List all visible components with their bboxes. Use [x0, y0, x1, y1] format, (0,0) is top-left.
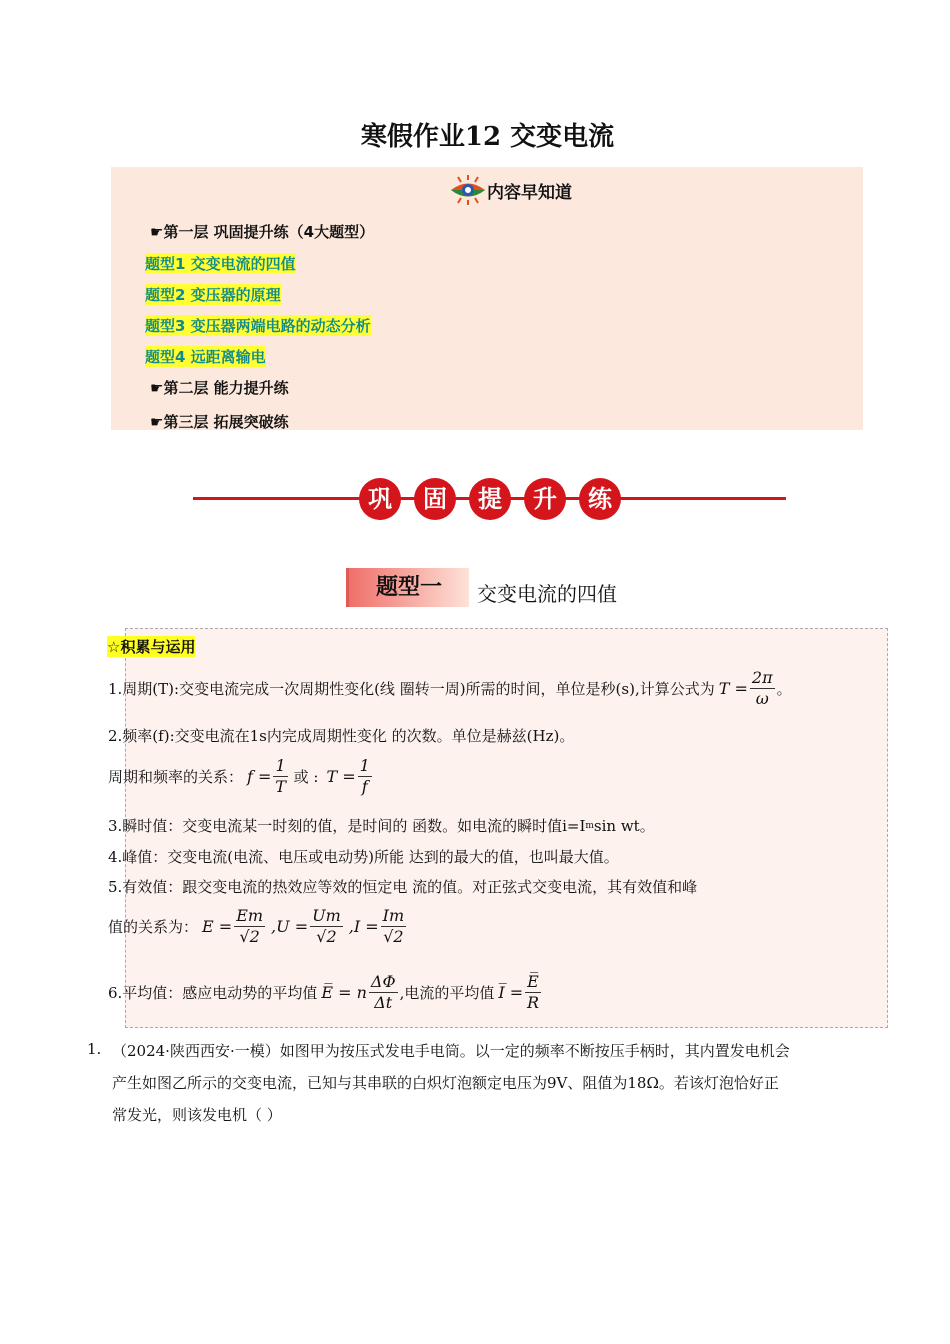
- eye-icon: [449, 175, 487, 205]
- question-line: 产生如图乙所示的交变电流，已知与其串联的白炽灯泡额定电压为9V、阻值为18Ω。若该灯泡恰好正: [112, 1074, 779, 1092]
- denominator: R: [526, 993, 540, 1012]
- note-text: 值的关系为：: [108, 918, 199, 936]
- note-effective: 5.有效值：跟交变电流的热效应等效的恒定电 流的值。对正弦式交变电流，其有效值和峰: [108, 878, 698, 896]
- toc-layer-3[interactable]: ☛第三层 拓展突破练: [150, 413, 289, 431]
- note-effective-formula: [108, 906, 408, 947]
- note-instantaneous: [108, 815, 655, 836]
- formula: T =: [718, 679, 748, 698]
- fraction: [310, 906, 343, 947]
- notes-tag: ☆积累与运用: [107, 638, 196, 656]
- note-text: 1.周期(T):交变电流完成一次周期性变化(线 圈转一周)所需的时间，单位是秒(s),计算公式为: [108, 680, 715, 698]
- formula: E =: [202, 917, 233, 936]
- denominator: f: [361, 777, 368, 796]
- banner-char: 巩: [359, 478, 401, 520]
- note-text: 6.平均值：感应电动势的平均值: [108, 984, 318, 1002]
- numerator: 1: [359, 756, 370, 775]
- toc-layer-1[interactable]: ☛第一层 巩固提升练（4大题型）: [150, 223, 375, 241]
- fraction: [381, 906, 407, 947]
- numerator: Em: [236, 906, 264, 925]
- toc-type-4[interactable]: 题型4 远距离输电: [145, 348, 266, 366]
- contents-box: [111, 167, 863, 430]
- formula: I̅ =: [498, 983, 524, 1002]
- subscript: m: [585, 820, 594, 831]
- note-text: 。: [776, 680, 792, 698]
- note-text: 或 :: [293, 768, 319, 786]
- denominator: √2: [316, 927, 337, 946]
- banner-char: 升: [524, 478, 566, 520]
- page-title: 寒假作业12 交变电流: [360, 122, 615, 152]
- formula: T =: [326, 767, 356, 786]
- note-text: sin wt。: [593, 817, 655, 835]
- question-number: 1.: [87, 1040, 102, 1058]
- note-peak: 4.峰值：交变电流(电流、电压或电动势)所能 达到的最大的值，也叫最大值。: [108, 848, 619, 866]
- section-badge: 题型一: [346, 568, 469, 607]
- fraction: [369, 972, 398, 1013]
- toc-type-2[interactable]: 题型2 变压器的原理: [145, 286, 281, 304]
- numerator: Um: [312, 906, 341, 925]
- toc-layer-2[interactable]: ☛第二层 能力提升练: [150, 379, 289, 397]
- note-frequency: 2.频率(f):交变电流在1s内完成周期性变化 的次数。单位是赫兹(Hz)。: [108, 727, 575, 745]
- note-text: 周期和频率的关系：: [108, 768, 244, 786]
- denominator: T: [275, 777, 286, 796]
- formula: ,U =: [271, 917, 309, 936]
- note-text: 3.瞬时值：交变电流某一时刻的值，是时间的 函数。如电流的瞬时值i=I: [108, 817, 586, 835]
- numerator: E̅: [527, 972, 539, 991]
- denominator: ω: [755, 689, 769, 708]
- fraction: [750, 668, 775, 709]
- fraction: [234, 906, 265, 947]
- numerator: Im: [382, 906, 405, 925]
- denominator: √2: [383, 927, 404, 946]
- banner-char: 练: [579, 478, 621, 520]
- banner-char: 固: [414, 478, 456, 520]
- contents-heading: [449, 175, 572, 205]
- question-line: （2024·陕西西安·一模）如图甲为按压式发电手电筒。以一定的频率不断按压手柄时，其内置发电机会: [112, 1042, 790, 1060]
- fraction: [273, 756, 287, 797]
- fraction: [358, 756, 372, 797]
- contents-heading-text: 内容早知道: [487, 182, 572, 203]
- fraction: [525, 972, 541, 1013]
- toc-type-3[interactable]: 题型3 变压器两端电路的动态分析: [145, 317, 371, 335]
- formula: ,I =: [348, 917, 379, 936]
- formula: f =: [247, 767, 272, 786]
- numerator: ΔΦ: [370, 972, 396, 991]
- question-line: 常发光，则该发电机（ ）: [112, 1106, 282, 1124]
- denominator: √2: [239, 927, 260, 946]
- section-title: 交变电流的四值: [477, 582, 617, 606]
- banner-char: 提: [469, 478, 511, 520]
- toc-type-1[interactable]: 题型1 交变电流的四值: [145, 255, 296, 273]
- denominator: Δt: [374, 993, 393, 1012]
- formula: E̅ = n: [321, 983, 367, 1002]
- numerator: 2π: [751, 668, 773, 687]
- note-text: ,电流的平均值: [399, 984, 495, 1002]
- note-period: [108, 668, 792, 709]
- numerator: 1: [275, 756, 286, 775]
- note-average: [108, 972, 543, 1013]
- note-relation: [108, 756, 374, 797]
